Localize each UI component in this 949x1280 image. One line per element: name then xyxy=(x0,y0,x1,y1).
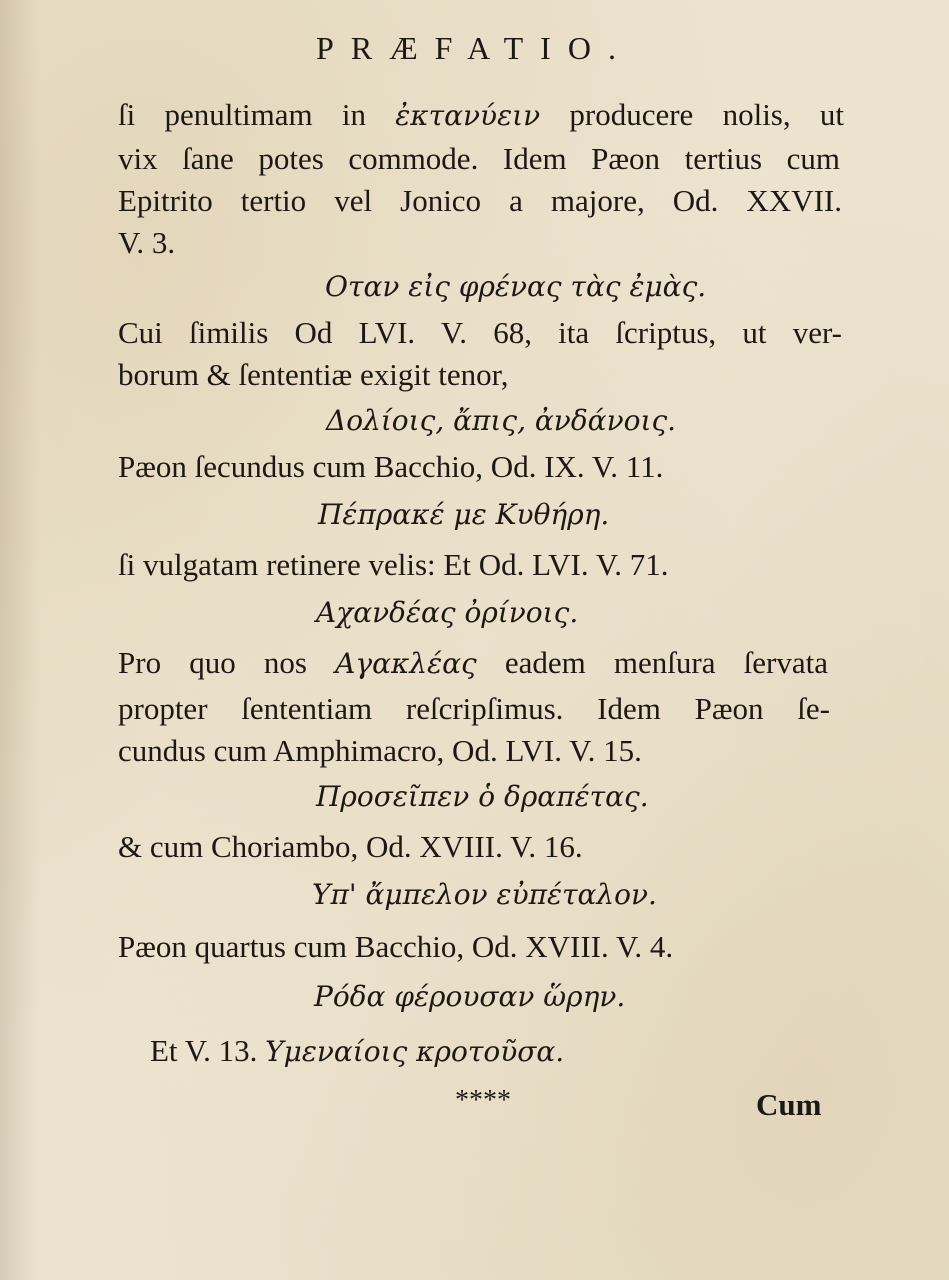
text-line: Epitrito tertio vel Jonico a majore, Od. XXVII. xyxy=(118,183,842,218)
greek-word: ἐκτανύειν xyxy=(395,99,541,132)
text-line: V. 3. xyxy=(118,225,176,260)
running-title: PRÆFATIO. xyxy=(316,30,633,66)
text-line: cundus cum Amphimacro, Od. LVI. V. 15. xyxy=(118,733,642,768)
greek-word: Υμεναίοις κροτοῦσα. xyxy=(265,1035,565,1068)
text-line: Pæon ſecundus cum Bacchio, Od. IX. V. 11. xyxy=(118,449,664,484)
text-line: ſi penultimam in ἐκτανύειν producere nolis, ut xyxy=(118,97,845,132)
greek-verse: Ρόδα φέρουσαν ὥρην. xyxy=(314,980,626,1013)
text-line: ſi vulgatam retinere velis: Et Od. LVI. V. 71. xyxy=(118,547,669,582)
greek-verse: Δολίοις, ἄπις, ἀνδάνοις. xyxy=(326,404,677,437)
greek-verse: Υπ' ἄμπελον εὐπέταλον. xyxy=(312,878,657,911)
text-line: Pæon quartus cum Bacchio, Od. XVIII. V. 4. xyxy=(118,929,674,964)
text-line: & cum Choriambo, Od. XVIII. V. 16. xyxy=(118,829,583,864)
text-line: borum & ſententiæ exigit tenor, xyxy=(118,357,509,392)
greek-word: Αγακλέας xyxy=(335,647,477,680)
text-line: propter ſententiam reſcripſimus. Idem Pæon ſe- xyxy=(118,691,830,726)
signature-mark: **** xyxy=(455,1085,511,1116)
greek-verse: Πέπρακέ με Κυθήρη. xyxy=(318,498,610,531)
text-line: Et V. 13. Υμεναίοις κροτοῦσα. xyxy=(150,1033,565,1068)
greek-verse: Αχανδέας ὀρίνοις. xyxy=(316,596,579,629)
greek-verse: Οταν εἰς φρένας τὰς ἐμὰς. xyxy=(325,270,707,303)
text-line: Pro quo nos Αγακλέας eadem menſura ſervata xyxy=(118,645,828,680)
greek-verse: Προσεῖπεν ὁ δραπέτας. xyxy=(316,780,649,813)
page-edge-shadow xyxy=(0,0,40,1280)
text-line: Cui ſimilis Od LVI. V. 68, ita ſcriptus, ut ver- xyxy=(118,315,842,350)
catchword: Cum xyxy=(756,1087,822,1122)
text-line: vix ſane potes commode. Idem Pæon tertius cum xyxy=(118,141,840,176)
